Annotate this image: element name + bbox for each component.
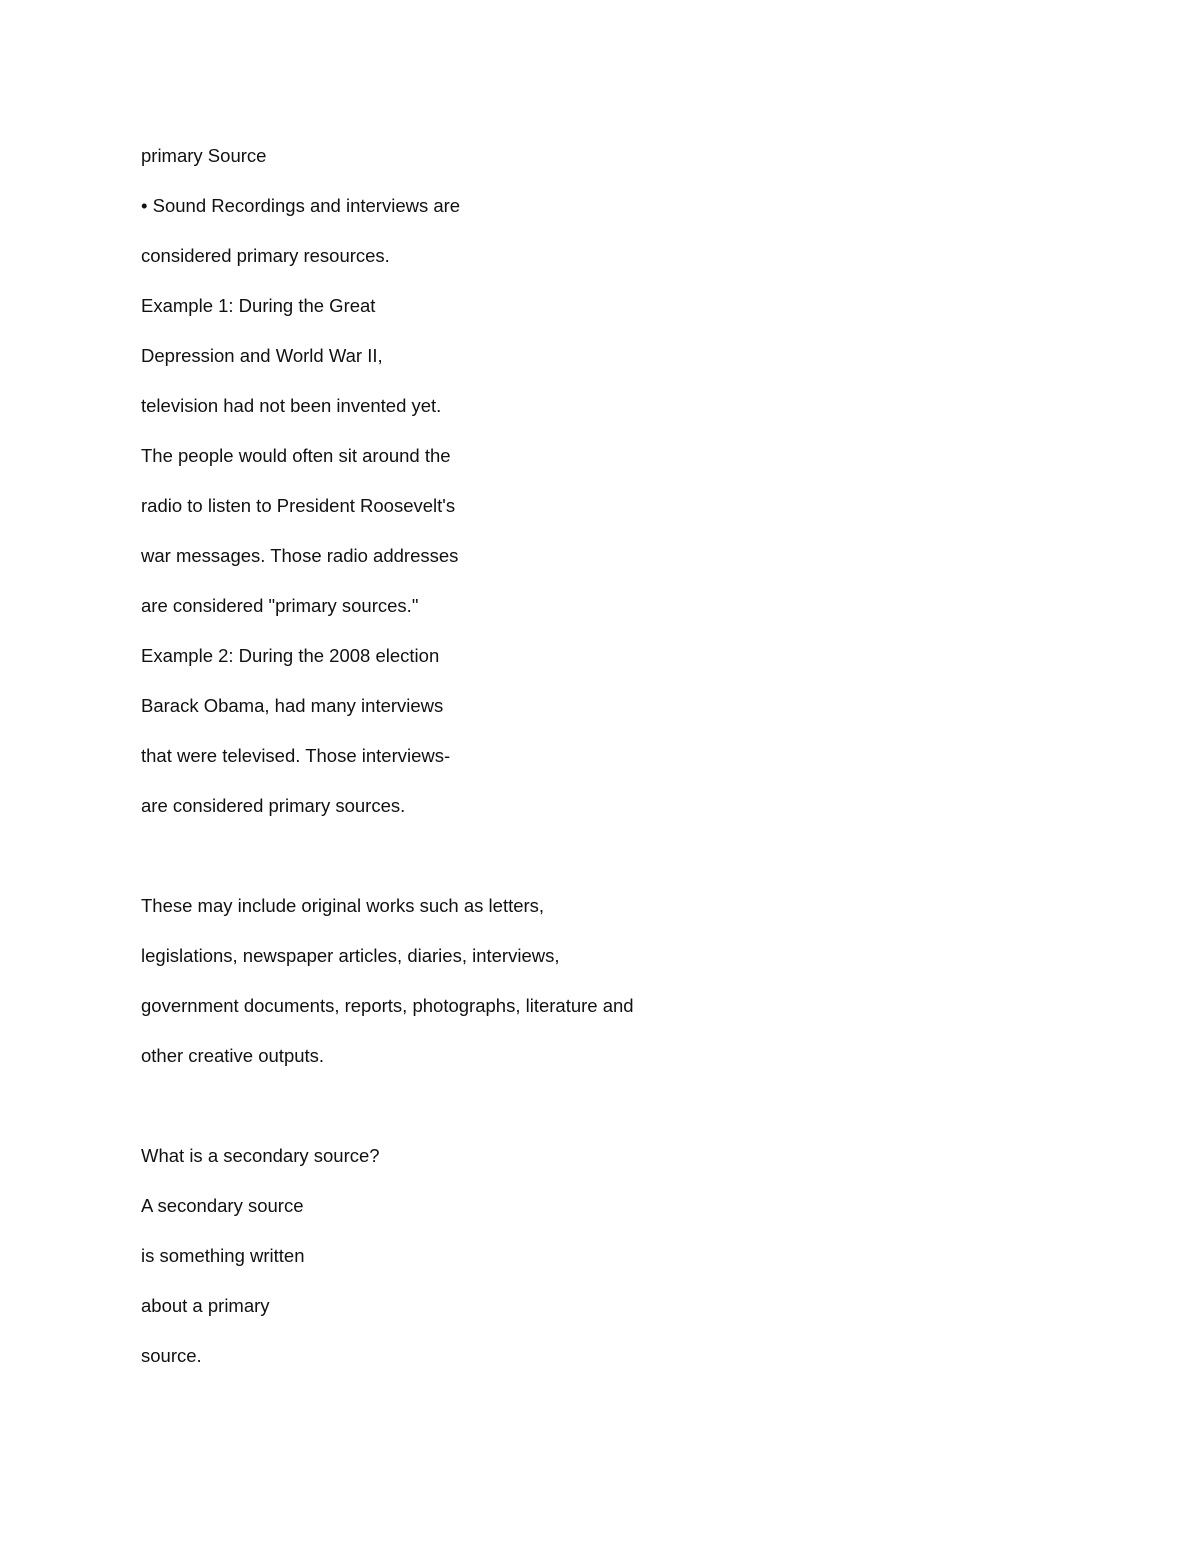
text-line: source. [141,1345,202,1366]
text-line: A secondary source [141,1195,304,1216]
text-line: is something written [141,1245,305,1266]
text-line: considered primary resources. [141,245,390,266]
text-line: that were televised. Those interviews- [141,745,451,766]
secondary-source-question: What is a secondary source? [141,1145,380,1166]
example-2-heading: Example 2: During the 2008 election [141,645,440,666]
text-line: radio to listen to President Roosevelt's [141,495,456,516]
text-line: are considered "primary sources." [141,595,419,616]
text-line: The people would often sit around the [141,445,451,466]
heading-primary-source: primary Source [141,145,267,166]
text-line: Barack Obama, had many interviews [141,695,444,716]
text-line: war messages. Those radio addresses [141,545,459,566]
text-line: Depression and World War II, [141,345,383,366]
document-body [141,141,1041,1391]
text-line: legislations, newspaper articles, diaries, interviews, [141,945,560,966]
text-line: are considered primary sources. [141,795,406,816]
bullet-line: • Sound Recordings and interviews are [141,195,461,216]
paragraph-gap [141,841,1041,891]
text-line: government documents, reports, photographs, literature and [141,995,634,1016]
text-line: about a primary [141,1295,270,1316]
text-line: television had not been invented yet. [141,395,442,416]
text-line: These may include original works such as letters, [141,895,545,916]
example-1-heading: Example 1: During the Great [141,295,376,316]
text-line: other creative outputs. [141,1045,325,1066]
paragraph-gap [141,1091,1041,1141]
